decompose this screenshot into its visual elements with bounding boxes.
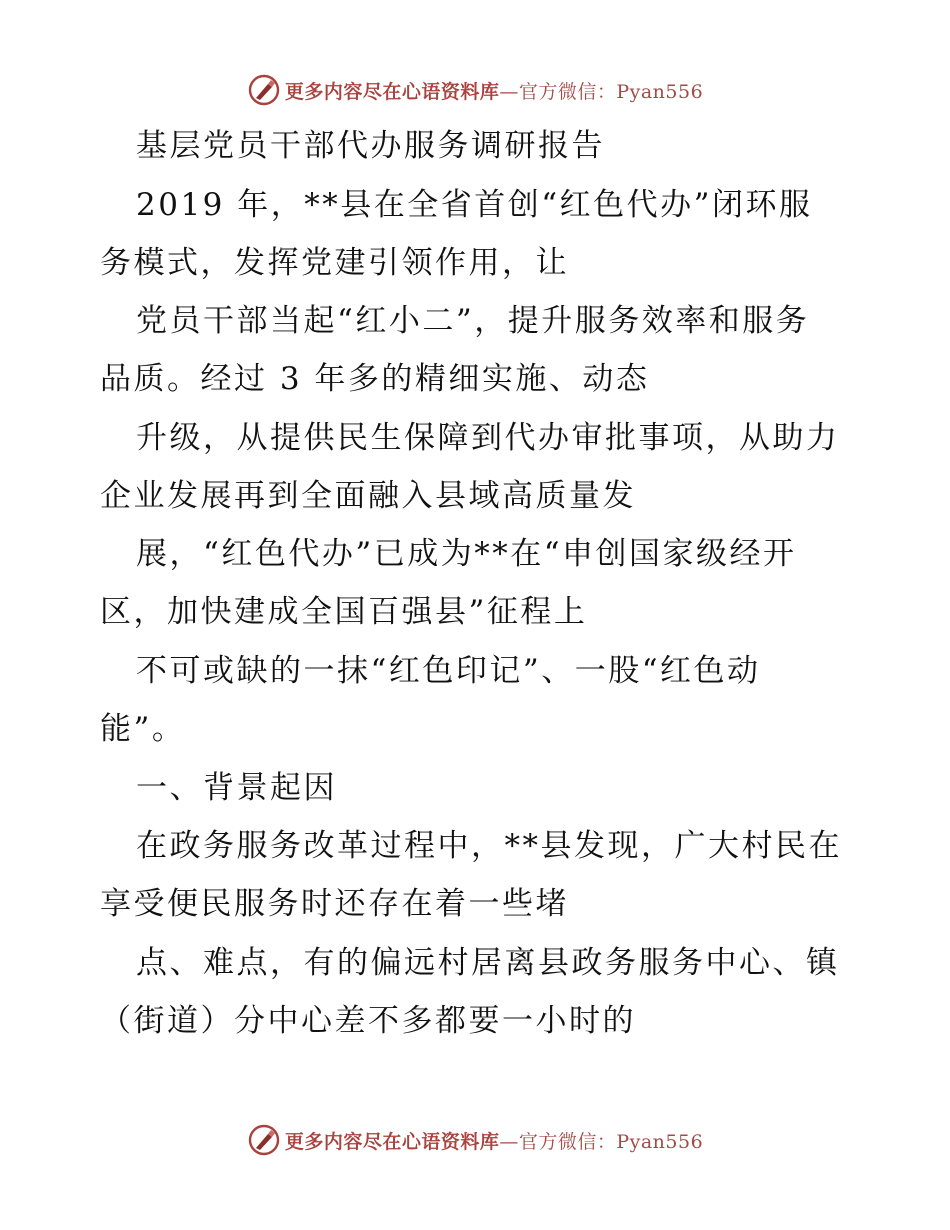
paragraph-line: 享受便民服务时还存在着一些堵 bbox=[100, 886, 569, 922]
watermark-brand: 更多内容尽在心语资料库 bbox=[284, 80, 500, 103]
watermark-wechat: 官方微信：Pyan556 bbox=[518, 80, 704, 103]
watermark-text bbox=[285, 1127, 703, 1154]
watermark-footer bbox=[0, 1120, 950, 1160]
watermark-brand: 更多内容尽在心语资料库 bbox=[284, 1130, 500, 1153]
paragraph-line: 品质。经过 3 年多的精细实施、动态 bbox=[100, 361, 650, 397]
paragraph-line: （街道）分中心差不多都要一小时的 bbox=[100, 1003, 636, 1039]
document-title: 基层党员干部代办服务调研报告 bbox=[136, 128, 605, 164]
paragraph-line: 升级，从提供民生保障到代办审批事项，从助力 bbox=[136, 420, 840, 456]
paragraph-line: 不可或缺的一抹“红色印记”、一股“红色动 bbox=[136, 653, 761, 689]
watermark-dash: — bbox=[499, 1130, 519, 1153]
paragraph-line: 企业发展再到全面融入县域高质量发 bbox=[100, 478, 636, 514]
paragraph-line: 点、难点，有的偏远村居离县政务服务中心、镇 bbox=[136, 945, 840, 981]
section-heading: 一、背景起因 bbox=[136, 770, 337, 806]
paragraph-line: 区，加快建成全国百强县”征程上 bbox=[100, 594, 588, 630]
watermark-wechat: 官方微信：Pyan556 bbox=[518, 1130, 704, 1153]
paragraph-line: 能”。 bbox=[100, 711, 186, 747]
paragraph-line: 2019 年，**县在全省首创“红色代办”闭环服 bbox=[136, 187, 813, 223]
paragraph-line: 展，“红色代办”已成为**在“申创国家级经开 bbox=[136, 536, 797, 572]
paragraph-line: 在政务服务改革过程中，**县发现，广大村民在 bbox=[136, 828, 842, 864]
paragraph-line: 党员干部当起“红小二”，提升服务效率和服务 bbox=[136, 303, 810, 339]
pen-logo-icon bbox=[247, 1123, 281, 1157]
paragraph-line: 务模式，发挥党建引领作用，让 bbox=[100, 245, 569, 281]
watermark-dash: — bbox=[499, 80, 519, 103]
